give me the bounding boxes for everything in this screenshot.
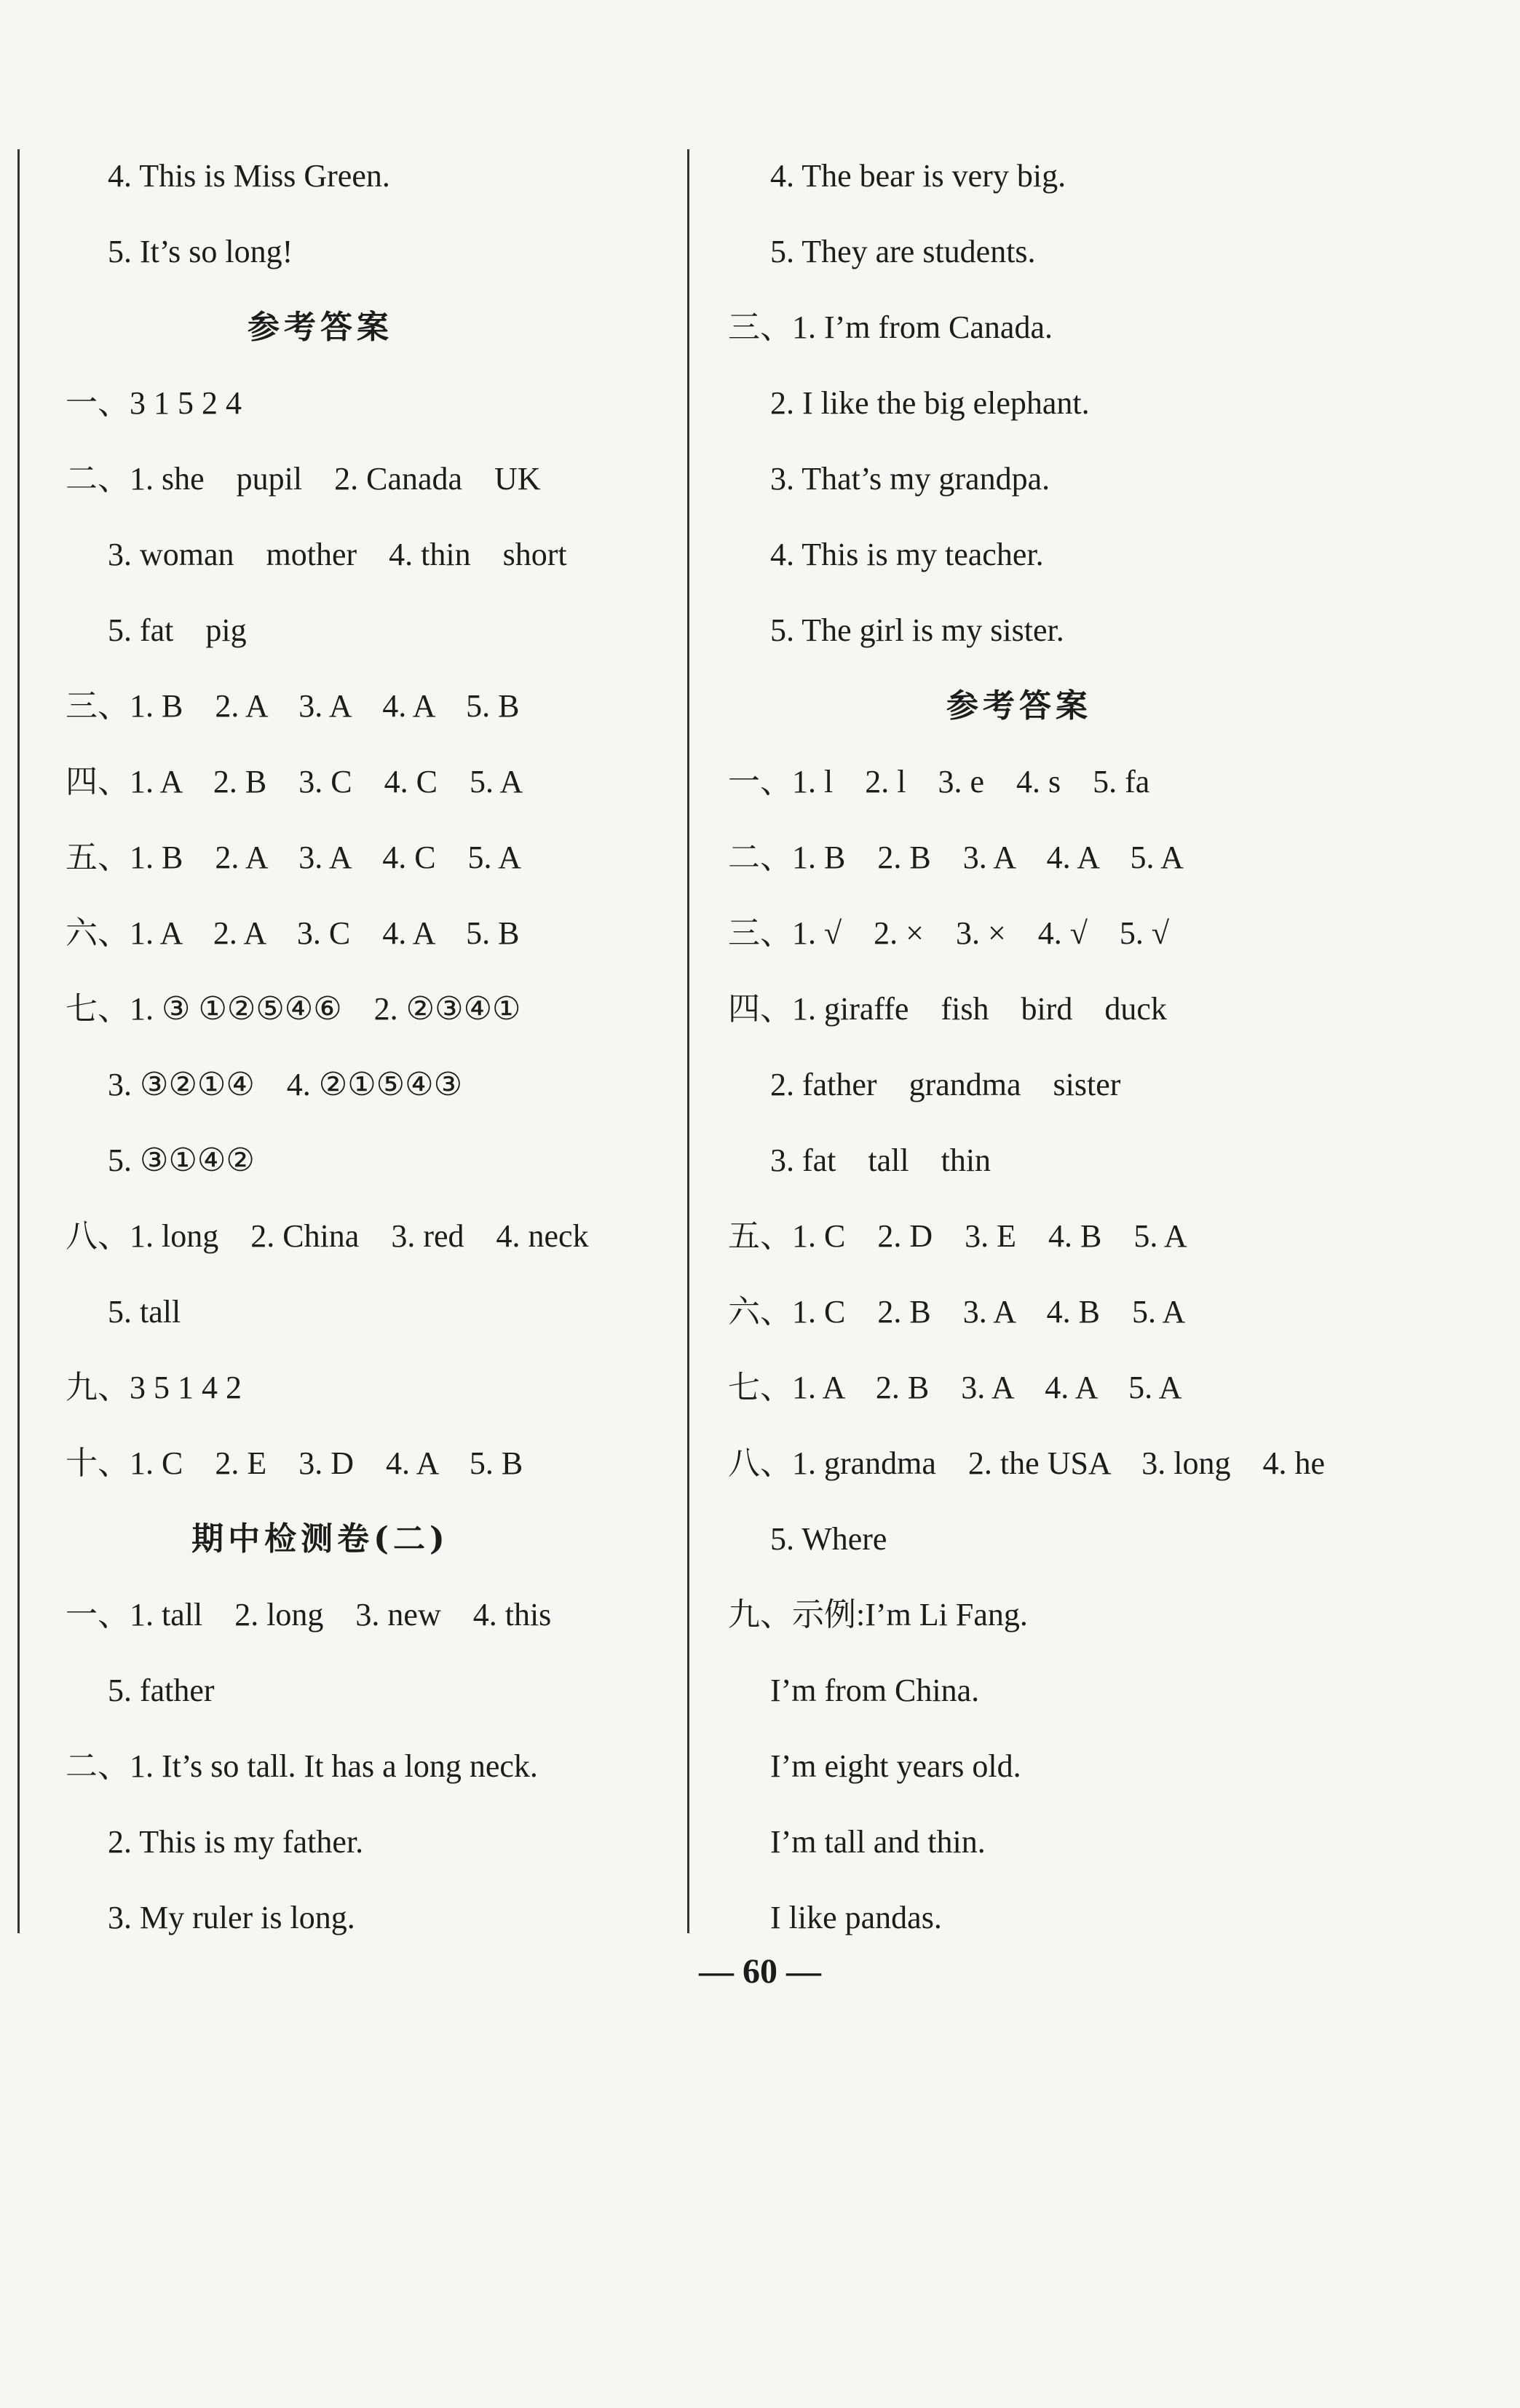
answer-line: [66, 820, 677, 896]
question-number: 一、: [66, 385, 130, 421]
answer-text: 1. A 2. A 3. C 4. A 5. B: [130, 915, 520, 951]
question-number: 三、: [728, 915, 792, 951]
answer-text: 1. I’m from Canada.: [792, 309, 1053, 345]
answer-line: [66, 668, 677, 744]
answer-line: [728, 290, 1369, 366]
answer-line: [66, 1426, 677, 1501]
answer-line: [66, 214, 677, 290]
answer-text: 3. woman mother 4. thin short: [108, 537, 567, 572]
answer-line: [66, 593, 677, 668]
answer-line: [728, 517, 1369, 593]
heading-text: 期中检测卷(二): [191, 1520, 449, 1558]
answer-text: 3. ③②①④ 4. ②①⑤④③: [108, 1067, 463, 1102]
answer-line: [66, 1729, 677, 1804]
answer-text: 1. √ 2. × 3. × 4. √ 5. √: [792, 915, 1170, 951]
question-number: 二、: [66, 1748, 130, 1784]
answer-text: 1. A 2. B 3. A 4. A 5. A: [792, 1370, 1182, 1405]
answer-line: [66, 1199, 677, 1274]
answer-text: 3 5 1 4 2: [130, 1370, 242, 1405]
answer-text: 1. C 2. E 3. D 4. A 5. B: [130, 1445, 523, 1481]
answer-text: 4. This is my teacher.: [770, 537, 1044, 572]
answer-line: [66, 441, 677, 517]
answer-text: 1. giraffe fish bird duck: [792, 991, 1167, 1027]
answer-line: [728, 441, 1369, 517]
question-number: 八、: [66, 1218, 130, 1254]
answer-line: [66, 896, 677, 971]
answer-text: 1. C 2. D 3. E 4. B 5. A: [792, 1218, 1187, 1254]
section-heading: [728, 668, 1310, 744]
answer-line: [728, 1426, 1369, 1501]
answer-text: 1. grandma 2. the USA 3. long 4. he: [792, 1445, 1326, 1481]
answer-text: I like pandas.: [770, 1900, 942, 1935]
question-number: 九、: [66, 1370, 130, 1405]
answer-line: [728, 820, 1369, 896]
answer-text: I’m eight years old.: [770, 1748, 1021, 1784]
question-number: 四、: [66, 764, 130, 800]
answer-line: [66, 1577, 677, 1653]
section-heading: [66, 290, 575, 366]
answer-line: [728, 1653, 1369, 1729]
answer-line: [66, 517, 677, 593]
answer-text: 1. A 2. B 3. C 4. C 5. A: [130, 764, 523, 800]
answer-line: [66, 138, 677, 214]
answer-line: [728, 1804, 1369, 1880]
answer-text: 1. C 2. B 3. A 4. B 5. A: [792, 1294, 1186, 1330]
answer-line: [728, 138, 1369, 214]
question-number: 七、: [728, 1370, 792, 1405]
question-number: 一、: [728, 764, 792, 800]
answer-line: [728, 1047, 1369, 1123]
page-number: — 60 —: [699, 1952, 821, 1991]
answer-line: [728, 1729, 1369, 1804]
answer-line: [728, 1350, 1369, 1426]
answer-text: 5. fat pig: [108, 612, 247, 648]
answer-line: [728, 1880, 1369, 1956]
answer-line: [728, 1501, 1369, 1577]
answer-line: [728, 214, 1369, 290]
answer-line: [728, 744, 1369, 820]
answer-line: [66, 971, 677, 1047]
left-column: [66, 138, 677, 1956]
question-number: 五、: [728, 1218, 792, 1254]
answer-text: 1. long 2. China 3. red 4. neck: [130, 1218, 589, 1254]
answer-text: 5. Where: [770, 1521, 887, 1557]
question-number: 十、: [66, 1445, 130, 1481]
column-divider: [687, 149, 689, 1933]
answer-line: [728, 1274, 1369, 1350]
question-number: 二、: [728, 840, 792, 875]
right-column: [728, 138, 1369, 1956]
answer-text: 2. father grandma sister: [770, 1067, 1121, 1102]
answer-text: 2. I like the big elephant.: [770, 385, 1090, 421]
question-number: 一、: [66, 1597, 130, 1633]
answer-text: 5. father: [108, 1673, 215, 1708]
answer-text: I’m tall and thin.: [770, 1824, 986, 1860]
answer-text: 2. This is my father.: [108, 1824, 364, 1860]
answer-text: 4. This is Miss Green.: [108, 158, 390, 194]
question-number: 五、: [66, 840, 130, 875]
answer-text: 示例:I’m Li Fang.: [792, 1597, 1028, 1633]
answer-line: [66, 366, 677, 441]
question-number: 九、: [728, 1597, 792, 1633]
answer-line: [728, 366, 1369, 441]
answer-text: 1. l 2. l 3. e 4. s 5. fa: [792, 764, 1150, 800]
answer-line: [728, 971, 1369, 1047]
answer-line: [66, 1880, 677, 1956]
answer-text: 1. ③ ①②⑤④⑥ 2. ②③④①: [130, 991, 521, 1027]
question-number: 三、: [728, 309, 792, 345]
answer-line: [728, 896, 1369, 971]
answer-text: I’m from China.: [770, 1673, 980, 1708]
question-number: 二、: [66, 461, 130, 497]
answer-line: [66, 1350, 677, 1426]
answer-line: [728, 593, 1369, 668]
answer-line: [66, 744, 677, 820]
question-number: 三、: [66, 688, 130, 724]
answer-text: 1. It’s so tall. It has a long neck.: [130, 1748, 538, 1784]
answer-text: 1. B 2. B 3. A 4. A 5. A: [792, 840, 1184, 875]
answer-text: 5. It’s so long!: [108, 234, 293, 269]
answer-line: [66, 1123, 677, 1199]
answer-text: 4. The bear is very big.: [770, 158, 1066, 194]
answer-line: [728, 1123, 1369, 1199]
answer-text: 3. My ruler is long.: [108, 1900, 355, 1935]
answer-line: [728, 1577, 1369, 1653]
question-number: 七、: [66, 991, 130, 1027]
answer-line: [66, 1804, 677, 1880]
answer-line: [66, 1047, 677, 1123]
answer-text: 5. ③①④②: [108, 1142, 255, 1178]
answer-line: [66, 1274, 677, 1350]
answer-text: 1. B 2. A 3. A 4. C 5. A: [130, 840, 521, 875]
heading-text: 参考答案: [946, 687, 1092, 725]
answer-text: 5. The girl is my sister.: [770, 612, 1064, 648]
question-number: 六、: [66, 915, 130, 951]
answer-text: 1. tall 2. long 3. new 4. this: [130, 1597, 552, 1633]
left-border-rule: [17, 149, 20, 1933]
answer-text: 3. That’s my grandpa.: [770, 461, 1050, 497]
answer-text: 5. tall: [108, 1294, 181, 1330]
question-number: 四、: [728, 991, 792, 1027]
answer-line: [66, 1653, 677, 1729]
answer-text: 5. They are students.: [770, 234, 1036, 269]
answer-text: 3 1 5 2 4: [130, 385, 242, 421]
question-number: 八、: [728, 1445, 792, 1481]
answer-text: 1. she pupil 2. Canada UK: [130, 461, 541, 497]
answer-text: 3. fat tall thin: [770, 1142, 991, 1178]
answer-line: [728, 1199, 1369, 1274]
section-heading: [66, 1501, 575, 1577]
question-number: 六、: [728, 1294, 792, 1330]
answer-text: 1. B 2. A 3. A 4. A 5. B: [130, 688, 520, 724]
heading-text: 参考答案: [248, 309, 393, 346]
